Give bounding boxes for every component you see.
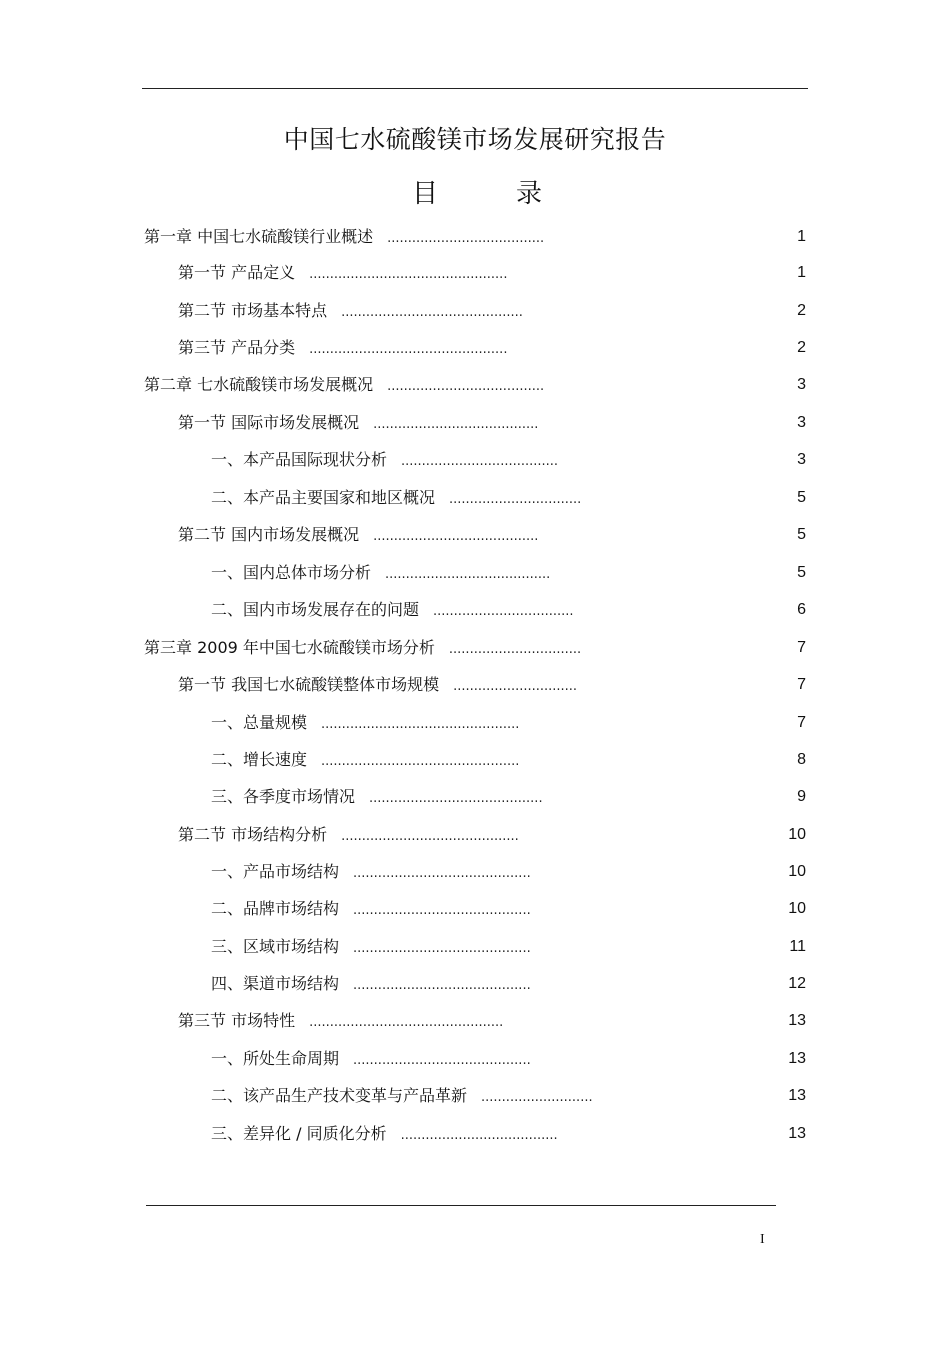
toc-entry[interactable] [211,1047,531,1071]
toc-page-number: 10 [788,863,806,880]
toc-label: 二、本产品主要国家和地区概况 [211,488,436,507]
toc-page-number: 13 [788,1125,806,1142]
toc-label: 三、各季度市场情况 [211,787,356,806]
toc-page-number: 1 [797,228,806,245]
page-footer-number: I [760,1232,765,1247]
toc-page-number: 3 [797,414,806,431]
toc-leader: ........................................... [353,866,531,881]
toc-label: 四、渠道市场结构 [211,974,340,993]
toc-entry[interactable] [211,711,519,735]
toc-page-number: 13 [788,1012,806,1029]
toc-entry[interactable] [178,299,523,323]
toc-label: 一、产品市场结构 [211,862,340,881]
toc-label: 第二节 市场基本特点 [178,301,328,320]
toc-entry[interactable] [211,448,558,472]
toc-leader: ............................................... [309,1015,504,1030]
toc-page-number: 13 [788,1050,806,1067]
toc-page-number: 10 [788,900,806,917]
toc-entry[interactable] [211,1084,593,1108]
toc-page-number: 6 [797,601,806,618]
toc-entry[interactable] [178,673,577,697]
toc-leader: .......................................... [369,791,543,806]
toc-heading [412,173,542,210]
toc-leader: ............................................ [341,305,523,320]
toc-label: 一、总量规模 [211,713,308,732]
toc-entry[interactable] [211,598,574,622]
toc-label: 第二节 市场结构分析 [178,825,328,844]
toc-leader: .................................. [433,604,574,619]
toc-heading-left: 目 [412,179,439,209]
toc-entry[interactable] [211,1122,558,1146]
toc-entry[interactable] [178,523,538,547]
toc-entry[interactable] [178,261,507,285]
toc-page-number: 5 [797,564,806,581]
toc-leader: .............................. [453,679,578,694]
toc-label: 二、增长速度 [211,750,308,769]
toc-entry[interactable] [211,935,531,959]
toc-page-number: 2 [797,302,806,319]
toc-label: 三、差异化 / 同质化分析 [211,1124,387,1143]
toc-leader: ........................... [481,1090,593,1105]
toc-label: 第三节 市场特性 [178,1011,296,1030]
toc-leader: ........................................... [353,1053,531,1068]
toc-leader: ........................................ [385,567,551,582]
toc-leader: ........................................... [353,941,531,956]
toc-entry[interactable] [211,561,550,585]
toc-entry[interactable] [211,972,531,996]
toc-leader: ...................................... [401,454,559,469]
toc-page-number: 13 [788,1087,806,1104]
toc-leader: ................................................ [321,717,520,732]
toc-label: 一、所处生命周期 [211,1049,340,1068]
toc-entry[interactable] [211,785,543,809]
toc-leader: ................................................ [321,754,520,769]
toc-label: 一、国内总体市场分析 [211,563,372,582]
toc-leader: ........................................ [373,417,539,432]
toc-entry[interactable] [144,373,544,397]
toc-label: 第一节 我国七水硫酸镁整体市场规模 [178,675,440,694]
toc-entry[interactable] [178,823,519,847]
toc-page-number: 7 [797,676,806,693]
header-rule [142,88,808,89]
toc-entry[interactable] [211,897,531,921]
toc-entry[interactable] [144,636,581,660]
toc-leader: ........................................ [373,529,539,544]
toc-leader: ........................................... [353,978,531,993]
toc-heading-right: 录 [515,179,542,209]
toc-label: 第一章 中国七水硫酸镁行业概述 [144,227,374,246]
toc-leader: ...................................... [387,231,545,246]
toc-page-number: 7 [797,639,806,656]
toc-label: 第一节 产品定义 [178,263,296,282]
toc-page-number: 8 [797,751,806,768]
toc-label: 第二章 七水硫酸镁市场发展概况 [144,375,374,394]
toc-entry[interactable] [178,411,538,435]
toc-entry[interactable] [144,225,544,249]
toc-leader: ................................................ [309,342,508,357]
toc-label: 第二节 国内市场发展概况 [178,525,360,544]
toc-leader: ........................................... [353,903,531,918]
toc-page-number: 9 [797,788,806,805]
toc-leader: ........................................... [341,829,519,844]
toc-leader: ................................ [449,492,582,507]
toc-label: 二、品牌市场结构 [211,899,340,918]
toc-entry[interactable] [211,748,519,772]
toc-label: 一、本产品国际现状分析 [211,450,388,469]
toc-entry[interactable] [178,1009,503,1033]
toc-page-number: 3 [797,451,806,468]
toc-page-number: 10 [788,826,806,843]
toc-leader: ...................................... [400,1128,558,1143]
toc-page-number: 5 [797,526,806,543]
toc-entry[interactable] [211,486,581,510]
toc-leader: ................................................ [309,267,508,282]
footer-rule [146,1205,776,1206]
toc-page-number: 5 [797,489,806,506]
toc-label: 二、国内市场发展存在的问题 [211,600,420,619]
toc-leader: ................................ [448,642,582,657]
toc-page-number: 2 [797,339,806,356]
toc-entry[interactable] [178,336,507,360]
toc-page-number: 7 [797,714,806,731]
toc-label: 二、该产品生产技术变革与产品革新 [211,1086,468,1105]
toc-entry[interactable] [211,860,531,884]
toc-label: 第三章 2009 年中国七水硫酸镁市场分析 [144,638,435,657]
toc-page-number: 12 [788,975,806,992]
toc-page-number: 3 [797,376,806,393]
toc-leader: ...................................... [387,379,545,394]
document-title: 中国七水硫酸镁市场发展研究报告 [283,125,667,154]
toc-page-number: 1 [797,264,806,281]
toc-label: 三、区域市场结构 [211,937,340,956]
toc-label: 第一节 国际市场发展概况 [178,413,360,432]
toc-page-number: 11 [789,938,806,955]
toc-label: 第三节 产品分类 [178,338,296,357]
